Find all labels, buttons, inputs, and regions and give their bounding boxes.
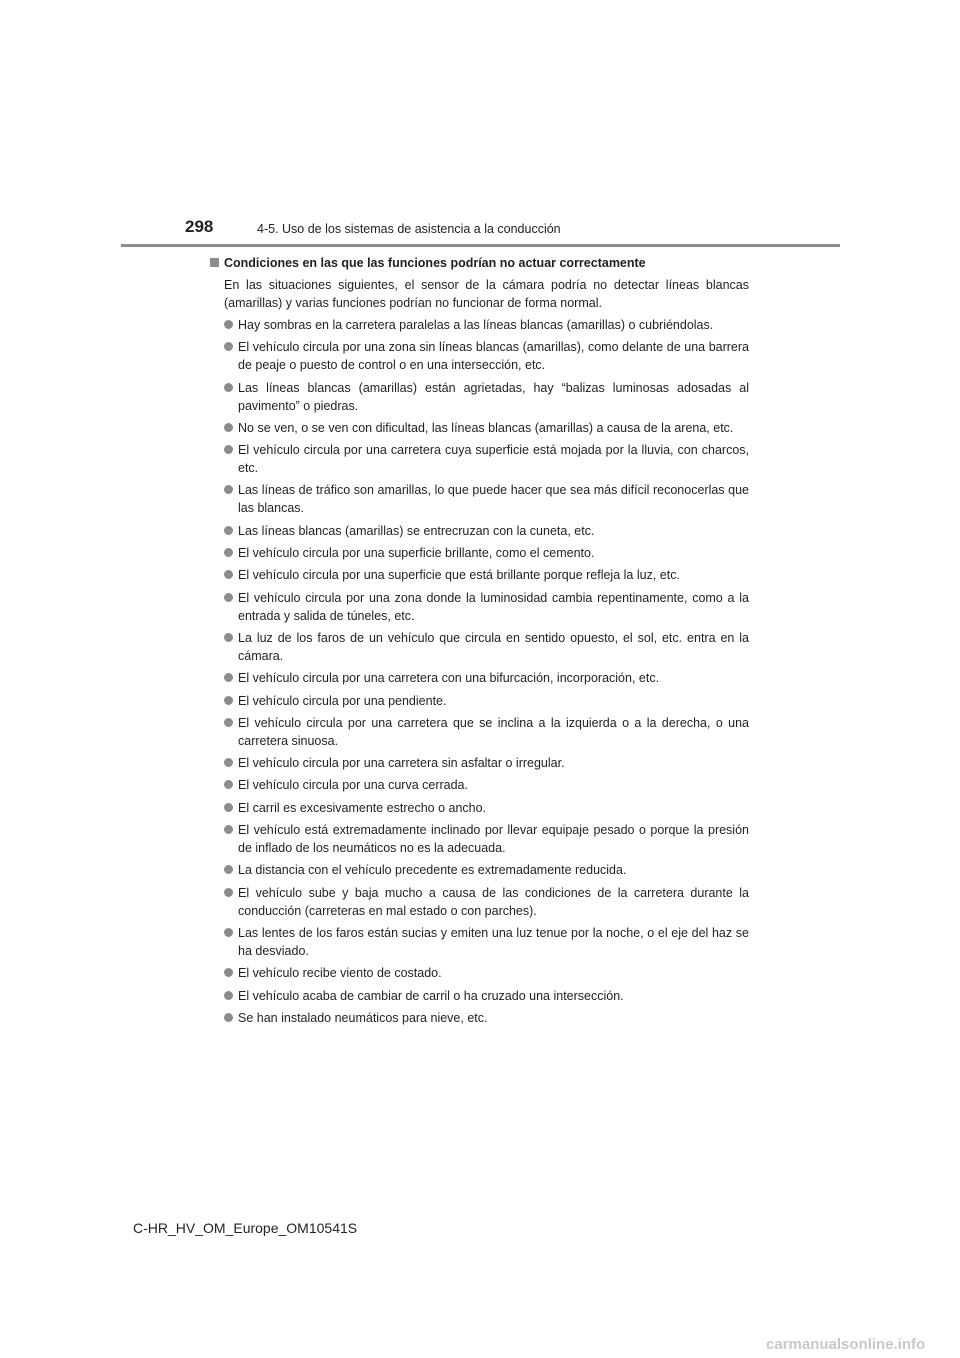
circle-bullet-icon bbox=[224, 320, 233, 329]
circle-bullet-icon bbox=[224, 673, 233, 682]
list-item-text: El vehículo circula por una curva cerrada. bbox=[238, 778, 468, 793]
list-item bbox=[224, 379, 749, 415]
list-item-text: Se han instalado neumáticos para nieve, etc. bbox=[238, 1010, 488, 1025]
list-item-text: Las líneas de tráfico son amarillas, lo que puede hacer que sea más difícil reconocerlas que las blancas. bbox=[238, 483, 749, 516]
circle-bullet-icon bbox=[224, 888, 233, 897]
list-item bbox=[224, 669, 749, 687]
list-item-text: El vehículo circula por una pendiente. bbox=[238, 693, 447, 708]
list-item bbox=[224, 544, 749, 562]
circle-bullet-icon bbox=[224, 718, 233, 727]
list-item-text: El vehículo circula por una superficie brillante, como el cemento. bbox=[238, 546, 595, 561]
list-item-text: El vehículo circula por una carretera que se inclina a la izquierda o a la derecha, o una carretera sinuosa. bbox=[238, 715, 749, 748]
list-item-text: El vehículo circula por una zona sin líneas blancas (amarillas), como delante de una barrera de peaje o puesto de control o en una intersección, etc. bbox=[238, 340, 749, 373]
circle-bullet-icon bbox=[224, 570, 233, 579]
circle-bullet-icon bbox=[224, 342, 233, 351]
circle-bullet-icon bbox=[224, 803, 233, 812]
conditions-list bbox=[224, 316, 749, 1027]
list-item-text: La distancia con el vehículo precedente es extremadamente reducida. bbox=[238, 863, 627, 878]
list-item bbox=[224, 714, 749, 750]
list-item bbox=[224, 884, 749, 920]
section-heading-text: Condiciones en las que las funciones podrían no actuar correctamente bbox=[224, 256, 646, 270]
watermark-text: carmanualsonline.info bbox=[766, 1336, 926, 1353]
circle-bullet-icon bbox=[224, 968, 233, 977]
list-item bbox=[224, 316, 749, 334]
list-item bbox=[224, 522, 749, 540]
main-content bbox=[208, 254, 749, 1031]
list-item bbox=[224, 754, 749, 772]
footer-doc-code: C-HR_HV_OM_Europe_OM10541S bbox=[133, 1220, 358, 1236]
list-item bbox=[224, 629, 749, 665]
circle-bullet-icon bbox=[224, 593, 233, 602]
circle-bullet-icon bbox=[224, 548, 233, 557]
list-item-text: El carril es excesivamente estrecho o ancho. bbox=[238, 800, 487, 815]
header-rule bbox=[121, 244, 840, 247]
list-item-text: El vehículo recibe viento de costado. bbox=[238, 966, 442, 981]
page-number: 298 bbox=[185, 217, 214, 236]
section-heading bbox=[208, 254, 749, 272]
circle-bullet-icon bbox=[224, 445, 233, 454]
circle-bullet-icon bbox=[224, 865, 233, 874]
list-item-text: El vehículo está extremadamente inclinado por llevar equipaje pesado o porque la presión de inflado de los neumáticos no es la adecuada. bbox=[238, 823, 749, 856]
list-item-text: El vehículo circula por una carretera sin asfaltar o irregular. bbox=[238, 756, 565, 771]
list-item-text: Las líneas blancas (amarillas) están agrietadas, hay “balizas luminosas adosadas al pavimento” o piedras. bbox=[238, 380, 749, 413]
list-item-text: El vehículo acaba de cambiar de carril o ha cruzado una intersección. bbox=[238, 988, 624, 1003]
list-item-text: No se ven, o se ven con dificultad, las líneas blancas (amarillas) a causa de la arena, etc. bbox=[238, 420, 734, 435]
list-item bbox=[224, 338, 749, 374]
circle-bullet-icon bbox=[224, 1013, 233, 1022]
square-bullet-icon bbox=[210, 258, 219, 267]
list-item bbox=[224, 776, 749, 794]
list-item bbox=[224, 924, 749, 960]
circle-bullet-icon bbox=[224, 780, 233, 789]
intro-paragraph: En las situaciones siguientes, el sensor de la cámara podría no detectar líneas blancas (amarillas) y varias funciones podrían no funcionar de forma normal. bbox=[224, 278, 749, 310]
list-item bbox=[224, 692, 749, 710]
list-item bbox=[224, 589, 749, 625]
circle-bullet-icon bbox=[224, 696, 233, 705]
list-item bbox=[224, 964, 749, 982]
list-item-text: La luz de los faros de un vehículo que circula en sentido opuesto, el sol, etc. entra en la cámara. bbox=[238, 630, 749, 663]
circle-bullet-icon bbox=[224, 485, 233, 494]
list-item bbox=[224, 821, 749, 857]
circle-bullet-icon bbox=[224, 383, 233, 392]
list-item-text: El vehículo circula por una carretera cuya superficie está mojada por la lluvia, con charcos, etc. bbox=[238, 443, 749, 476]
list-item-text: Las líneas blancas (amarillas) se entrecruzan con la cuneta, etc. bbox=[238, 523, 595, 538]
list-item-text: El vehículo sube y baja mucho a causa de las condiciones de la carretera durante la conducción (carreteras en mal estado o con parches). bbox=[238, 885, 749, 918]
list-item bbox=[224, 987, 749, 1005]
circle-bullet-icon bbox=[224, 758, 233, 767]
section-title: 4-5. Uso de los sistemas de asistencia a la conducción bbox=[257, 222, 561, 236]
list-item bbox=[224, 441, 749, 477]
list-item-text: El vehículo circula por una carretera con una bifurcación, incorporación, etc. bbox=[238, 671, 660, 686]
list-item-text: Hay sombras en la carretera paralelas a las líneas blancas (amarillas) o cubriéndolas. bbox=[238, 318, 714, 332]
circle-bullet-icon bbox=[224, 928, 233, 937]
list-item bbox=[224, 799, 749, 817]
circle-bullet-icon bbox=[224, 526, 233, 535]
circle-bullet-icon bbox=[224, 633, 233, 642]
list-item bbox=[224, 1009, 749, 1027]
list-item-text: El vehículo circula por una superficie que está brillante porque refleja la luz, etc. bbox=[238, 568, 680, 583]
list-item bbox=[224, 481, 749, 517]
list-item bbox=[224, 861, 749, 879]
circle-bullet-icon bbox=[224, 825, 233, 834]
circle-bullet-icon bbox=[224, 423, 233, 432]
circle-bullet-icon bbox=[224, 991, 233, 1000]
list-item bbox=[224, 566, 749, 584]
list-item-text: El vehículo circula por una zona donde la luminosidad cambia repentinamente, como a la entrada y salida de túneles, etc. bbox=[238, 590, 749, 623]
list-item-text: Las lentes de los faros están sucias y emiten una luz tenue por la noche, o el eje del haz se ha desviado. bbox=[238, 925, 749, 958]
list-item bbox=[224, 419, 749, 437]
